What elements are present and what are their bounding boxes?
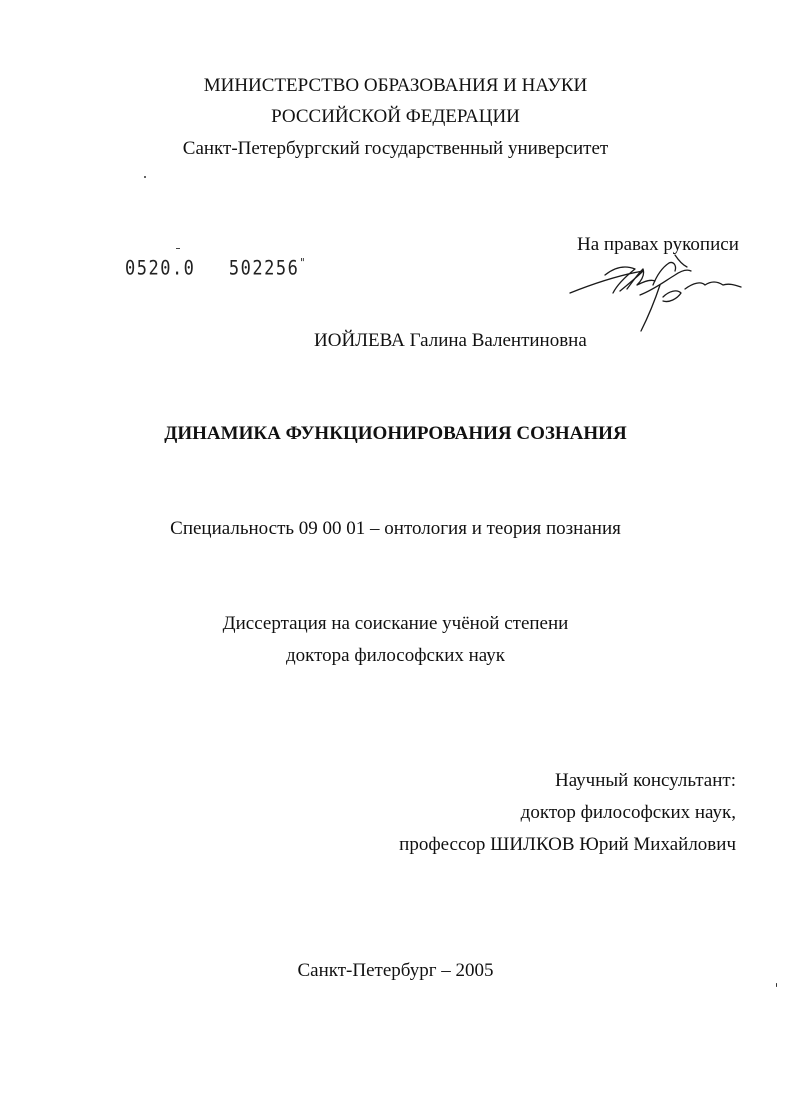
stamp-number-left: 0520.0	[125, 257, 196, 280]
consultant-degree: доктор философских наук,	[520, 802, 736, 823]
author-name: ИОЙЛЕВА Галина Валентиновна	[314, 330, 587, 351]
dissertation-title: ДИНАМИКА ФУНКЦИОНИРОВАНИЯ СОЗНАНИЯ	[164, 423, 627, 444]
stamp-tick-mark	[176, 248, 180, 249]
degree-line-1: Диссертация на соискание учёной степени	[222, 613, 569, 634]
manuscript-note: На правах рукописи	[577, 234, 739, 255]
scan-speck-right	[776, 983, 777, 987]
scan-speck	[144, 176, 146, 178]
degree-line-2: доктора философских наук	[285, 645, 505, 666]
ministry-line-1: МИНИСТЕРСТВО ОБРАЗОВАНИЯ И НАУКИ	[203, 75, 588, 96]
university-name: Санкт-Петербургский государственный университет	[182, 138, 609, 159]
stamp-suffix: "	[299, 257, 307, 271]
author-signature	[565, 245, 745, 335]
ministry-line-2: РОССИЙСКОЙ ФЕДЕРАЦИИ	[271, 106, 520, 127]
place-year: Санкт-Петербург – 2005	[297, 960, 494, 981]
speciality: Специальность 09 00 01 – онтология и теория познания	[170, 518, 621, 539]
stamp-number-right: 502256	[228, 257, 300, 280]
library-stamp	[125, 257, 307, 280]
consultant-label: Научный консультант:	[554, 770, 736, 791]
consultant-name: профессор ШИЛКОВ Юрий Михайлович	[399, 834, 736, 855]
